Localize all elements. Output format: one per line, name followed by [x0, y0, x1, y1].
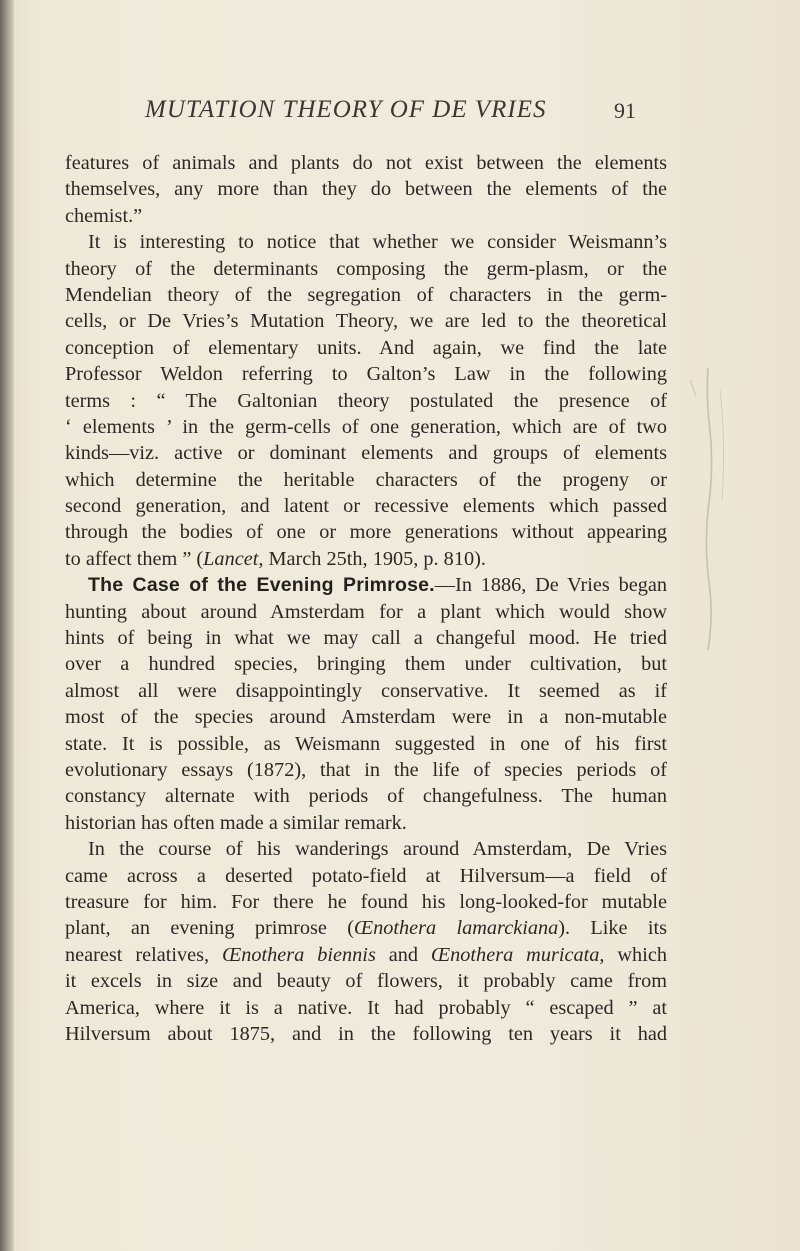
- body-text: [65, 150, 667, 1047]
- text-line: hints of being in what we may call a changeful mood. He tried: [65, 627, 667, 650]
- citation-prefix: to affect them ” (: [65, 547, 204, 570]
- text-line: chemist.”: [65, 204, 143, 227]
- text-line: themselves, any more than they do between the elements of the: [65, 178, 667, 201]
- text-line: almost all were disappointingly conservative. It seemed as if: [65, 679, 667, 702]
- text-line: evolutionary essays (1872), that in the life of species periods of: [65, 758, 667, 781]
- running-head: MUTATION THEORY OF DE VRIES: [145, 96, 547, 123]
- page-header: [0, 96, 800, 132]
- section-heading: The Case of the Evening Primrose.: [88, 574, 435, 597]
- text-line: Professor Weldon referring to Galton’s Law in the following: [65, 363, 667, 386]
- text-line: state. It is possible, as Weismann suggested in one of his first: [65, 732, 667, 755]
- paragraph-start-line: In the course of his wanderings around Amsterdam, De Vries: [88, 838, 667, 861]
- text-line: Hilversum about 1875, and in the following ten years it had: [65, 1022, 667, 1045]
- text-line: kinds—viz. active or dominant elements and groups of elements: [65, 442, 667, 465]
- species-suffix: ). Like its: [558, 917, 667, 940]
- text-line: features of animals and plants do not exist between the elements: [65, 152, 667, 174]
- conjunction: and: [375, 943, 431, 966]
- relatives-prefix: nearest relatives,: [65, 943, 223, 966]
- text-line: which determine the heritable characters of the progeny or: [65, 468, 667, 491]
- species-line: [65, 915, 667, 941]
- species-name: Œnothera lamarckiana: [353, 917, 559, 940]
- quote-start-line: terms : “ The Galtonian theory postulated the presence of: [65, 389, 667, 412]
- text-line: ‘ elements ’ in the germ-cells of one generation, which are of two: [65, 415, 667, 438]
- text-line: Mendelian theory of the segregation of characters in the germ-: [65, 283, 667, 306]
- text-line: cells, or De Vries’s Mutation Theory, we are led to the theoretical: [65, 310, 667, 333]
- heading-continuation: —In 1886, De Vries began: [434, 574, 667, 597]
- text-line: America, where it is a native. It had probably “ escaped ” at: [65, 996, 667, 1019]
- text-line: conception of elementary units. And again, we find the late: [65, 336, 667, 359]
- text-line: came across a deserted potato-field at Hilversum—a field of: [65, 864, 667, 887]
- book-gutter-shadow: [0, 0, 14, 1251]
- journal-title: Lancet: [203, 547, 259, 570]
- text-line: second generation, and latent or recessive elements which passed: [65, 495, 667, 518]
- paragraph-start-line: It is interesting to notice that whether we consider Weismann’s: [88, 231, 667, 254]
- text-line: treasure for him. For there he found his long-looked-for mutable: [65, 890, 667, 913]
- text-line: over a hundred species, bringing them under cultivation, but: [65, 653, 667, 676]
- citation-suffix: , March 25th, 1905, p. 810).: [258, 547, 486, 570]
- text-line: through the bodies of one or more generations without appearing: [65, 521, 667, 544]
- show-through-marks: [680, 360, 740, 660]
- text-line: constancy alternate with periods of changefulness. The human: [65, 785, 667, 808]
- relatives-line: [65, 942, 667, 968]
- text-line: most of the species around Amsterdam were in a non-mutable: [65, 706, 667, 729]
- text-line: theory of the determinants composing the germ-plasm, or the: [65, 257, 667, 280]
- citation-line: [65, 546, 667, 572]
- species-prefix: plant, an evening primrose (: [65, 917, 354, 940]
- species-name: Œnothera biennis: [222, 943, 376, 966]
- page-number: 91: [614, 98, 636, 123]
- section-heading-line: [65, 572, 667, 598]
- text-line: it excels in size and beauty of flowers, it probably came from: [65, 970, 667, 993]
- relatives-suffix: , which: [599, 943, 667, 966]
- text-line: hunting about around Amsterdam for a plant which would show: [65, 600, 667, 623]
- text-line: historian has often made a similar remark.: [65, 811, 407, 834]
- species-name: Œnothera muricata: [431, 943, 600, 966]
